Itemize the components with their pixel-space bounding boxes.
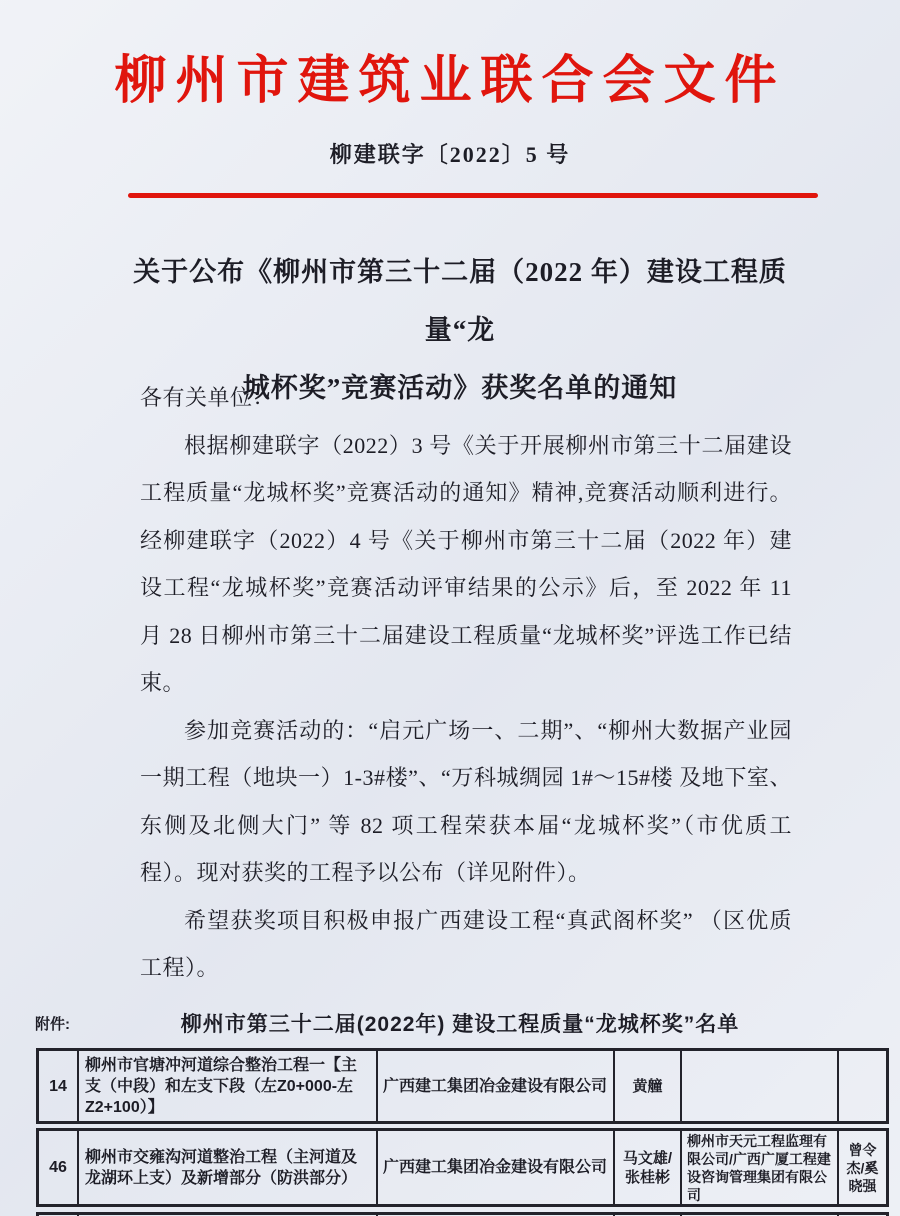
award-project-name: 柳州市交雍沟河道整治工程（主河道及龙湖环上支）及新增部分（防洪部分） <box>79 1131 378 1204</box>
attachment-label: 附件: <box>35 1016 70 1033</box>
award-table-row-partial <box>36 1212 889 1216</box>
paragraph-1: 根据柳建联字（2022）3 号《关于开展柳州市第三十二届建设工程质量“龙城杯奖”竞赛活动的通知》精神,竞赛活动顺利进行。经柳建联字（2022）4 号《关于柳州市第三十二届（2022 年）建设工程“龙城杯奖”竞赛活动评审结果的公示》后，至 2022 年 11 月 28 日柳州市第三十二届建设工程质量“龙城杯奖”评选工作已结束。 <box>140 432 793 695</box>
document-title-line2: 城杯奖”竞赛活动》获奖名单的通知 <box>242 373 678 403</box>
award-row-number: 14 <box>39 1051 79 1121</box>
red-separator-rule <box>128 193 818 198</box>
award-project-manager: 马文雄/张桂彬 <box>615 1131 682 1204</box>
document-number: 柳建联字〔2022〕5 号 <box>329 142 571 167</box>
document-header-title: 柳州市建筑业联合会文件 <box>114 53 786 110</box>
award-supervision-rep <box>839 1051 886 1121</box>
award-table-row <box>36 1128 889 1207</box>
document-body <box>140 374 792 992</box>
award-supervision-company <box>682 1051 839 1121</box>
award-project-name: 柳州市官塘冲河道综合整治工程一【主支（中段）和左支下段（左Z0+000-左Z2+100）】 <box>79 1051 378 1121</box>
award-builder-company: 广西建工集团冶金建设有限公司 <box>378 1051 615 1121</box>
salutation: 各有关单位： <box>140 385 276 410</box>
award-row-number: 46 <box>39 1131 79 1204</box>
paragraph-3: 希望获奖项目积极申报广西建设工程“真武阁杯奖” （区优质工程）。 <box>140 907 792 980</box>
award-project-manager: 黄艟 <box>615 1051 682 1121</box>
award-table-row <box>36 1048 889 1124</box>
award-supervision-company: 柳州市天元工程监理有限公司/广西广厦工程建设咨询管理集团有限公司 <box>682 1131 839 1204</box>
award-builder-company: 广西建工集团冶金建设有限公司 <box>378 1131 615 1204</box>
document-title-line1: 关于公布《柳州市第三十二届（2022 年）建设工程质量“龙 <box>133 257 787 345</box>
attachment-title: 柳州市第三十二届(2022年) 建设工程质量“龙城杯奖”名单 <box>180 1013 740 1036</box>
paragraph-2: 参加竞赛活动的：“启元广场一、二期”、“柳州大数据产业园一期工程（地块一）1-3#楼”、“万科城绸园 1#～15#楼 及地下室、东侧及北侧大门” 等 82 项工程荣获本届“龙城杯奖”（市优质工程）。现对获奖的工程予以公布（详见附件）。 <box>140 717 792 885</box>
award-supervision-rep: 曾令杰/奚晓强 <box>846 1141 879 1194</box>
